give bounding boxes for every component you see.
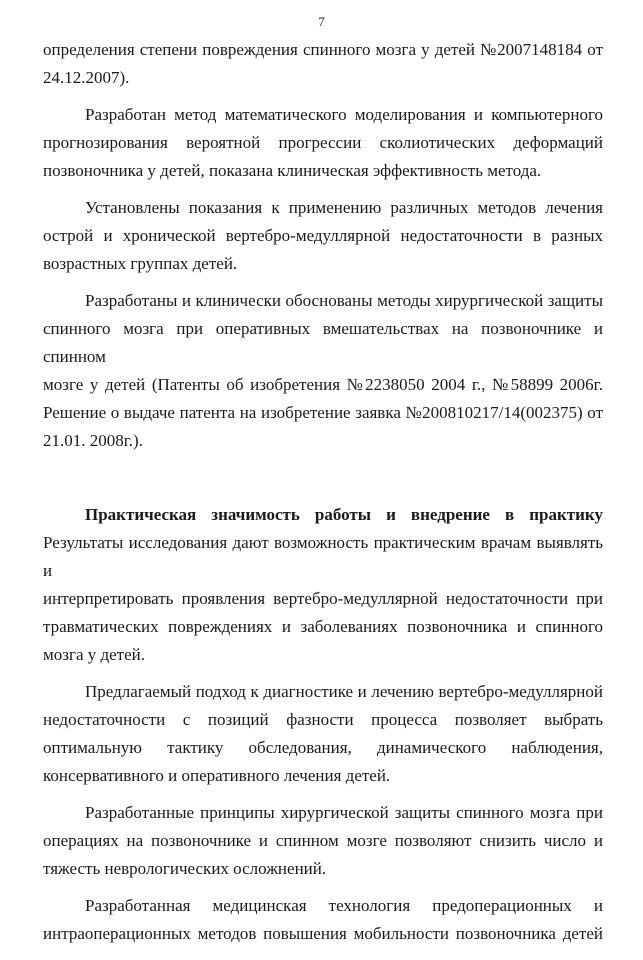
text-line: Разработанные принципы хирургической защиты спинного мозга при [85, 803, 603, 822]
text-line: мозге у детей (Патенты об изобретения №2238050 2004 г., №58899 2006г. [43, 375, 603, 394]
text-line: Установлены показания к применению различных методов лечения [85, 198, 603, 217]
text-line: 24.12.2007). [43, 68, 130, 87]
text-line: спинного мозга при оперативных вмешательствах на позвоночнике и спинном [43, 319, 603, 366]
text-line: недостаточности с позиций фазности процесса позволяет выбрать [43, 710, 603, 729]
text-line: консервативного и оперативного лечения детей. [43, 766, 391, 785]
text-line: Разработанная медицинская технология предоперационных и [85, 896, 603, 915]
section-practical [43, 501, 603, 669]
text-line: 21.01. 2008г.). [43, 431, 143, 450]
text-line: интерпретировать проявления вертебро-медуллярной недостаточности при [43, 589, 603, 608]
text-line: оптимальную тактику обследования, динамического наблюдения, [43, 738, 603, 757]
text-line: возрастных группах детей. [43, 254, 238, 273]
text-line: интраоперационных методов повышения мобильности позвоночника детей [43, 924, 603, 943]
text-line: позвоночника у детей, показана клиническая эффективность метода. [43, 161, 542, 180]
paragraph-3 [43, 194, 603, 278]
text-line: Решение о выдаче патента на изобретение заявка №200810217/14(002375) от [43, 403, 603, 422]
document-body [43, 36, 603, 948]
paragraph-4 [43, 287, 603, 455]
page-number: 7 [318, 14, 325, 29]
text-line: Результаты исследования дают возможность практическим врачам выявлять и [43, 533, 603, 580]
paragraph-1 [43, 36, 603, 92]
text-line: операциях на позвоночнике и спинном мозге позволяют снизить число и [43, 831, 603, 850]
text-line: Разработаны и клинически обоснованы методы хирургической защиты [85, 291, 603, 310]
text-line: Разработан метод математического моделирования и компьютерного [85, 105, 603, 124]
text-line: мозга у детей. [43, 645, 146, 664]
text-line: определения степени повреждения спинного мозга у детей №2007148184 от [43, 40, 603, 59]
text-line: Предлагаемый подход к диагностике и лечению вертебро-медуллярной [85, 682, 603, 701]
text-line: прогнозирования вероятной прогрессии сколиотических деформаций [43, 133, 603, 152]
paragraph-7 [43, 892, 603, 948]
text-line: травматических повреждениях и заболеваниях позвоночника и спинного [43, 617, 603, 636]
paragraph-6 [43, 799, 603, 883]
section-title: Практическая значимость работы и внедрение в практику [85, 505, 603, 524]
paragraph-5 [43, 678, 603, 790]
text-line: тяжесть неврологических осложнений. [43, 859, 327, 878]
text-line: острой и хронической вертебро-медуллярной недостаточности в разных [43, 226, 603, 245]
paragraph-2 [43, 101, 603, 185]
